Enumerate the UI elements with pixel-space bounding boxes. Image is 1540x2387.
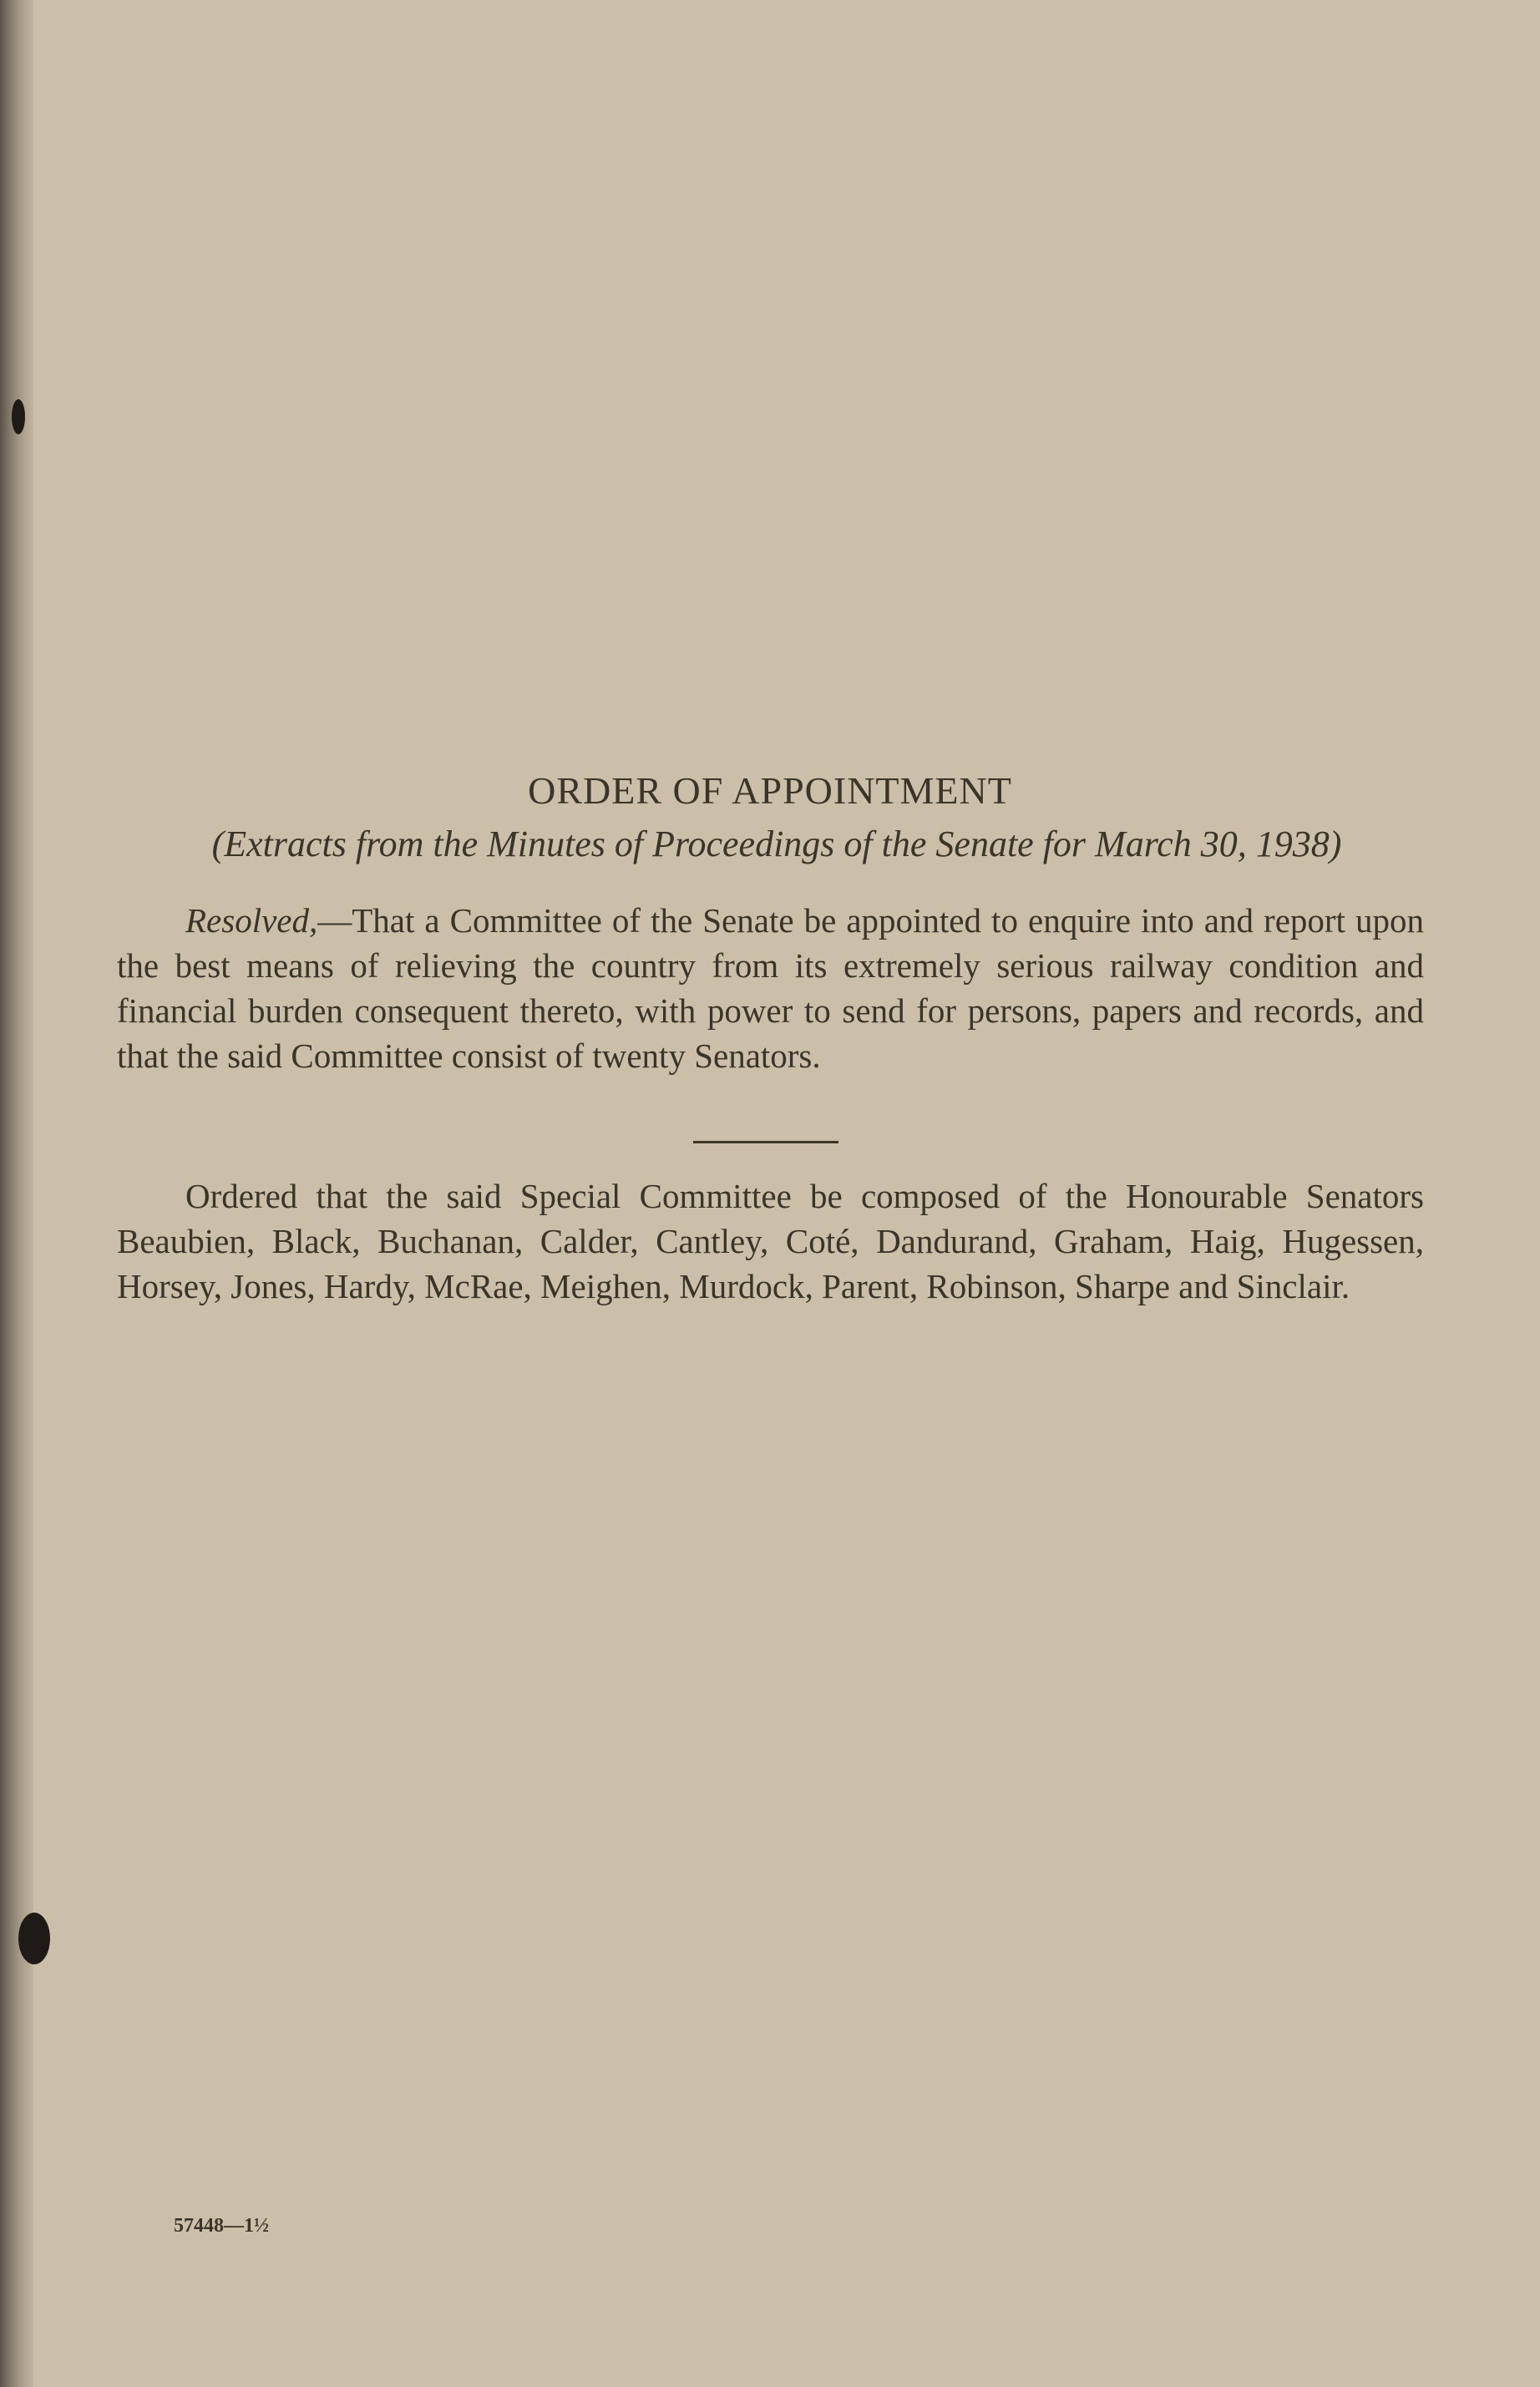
resolution-paragraph — [117, 898, 1424, 1078]
page-subtitle: (Extracts from the Minutes of Proceedings of the Senate for March 30, 1938) — [211, 824, 1342, 864]
page-title: ORDER OF APPOINTMENT — [528, 769, 1012, 812]
resolution-text: —That a Committee of the Senate be appointed to enquire into and report upon the best means of relieving the country from its extremely serious railway condition and financial burden consequent thereto, with power to send for persons, papers and records, and that the said Committee consist of twenty Senators. — [117, 901, 1424, 1075]
print-code: 57448—1½ — [174, 2215, 269, 2237]
order-paragraph: Ordered that the said Special Committee be composed of the Honourable Senators Beaubien, Black, Buchanan, Calder, Cantley, Coté, Dandurand, Graham, Haig, Hugessen, Horsey, Jones, Hardy, McRae, Meighen, Murdock, Parent, Robinson, Sharpe and Sinclair. — [117, 1177, 1424, 1305]
binding-hole-top — [12, 399, 25, 434]
binding-hole-bottom — [18, 1913, 50, 1964]
section-divider — [693, 1141, 838, 1143]
resolved-lead: Resolved, — [185, 901, 318, 940]
page-binding-edge — [0, 0, 33, 2387]
